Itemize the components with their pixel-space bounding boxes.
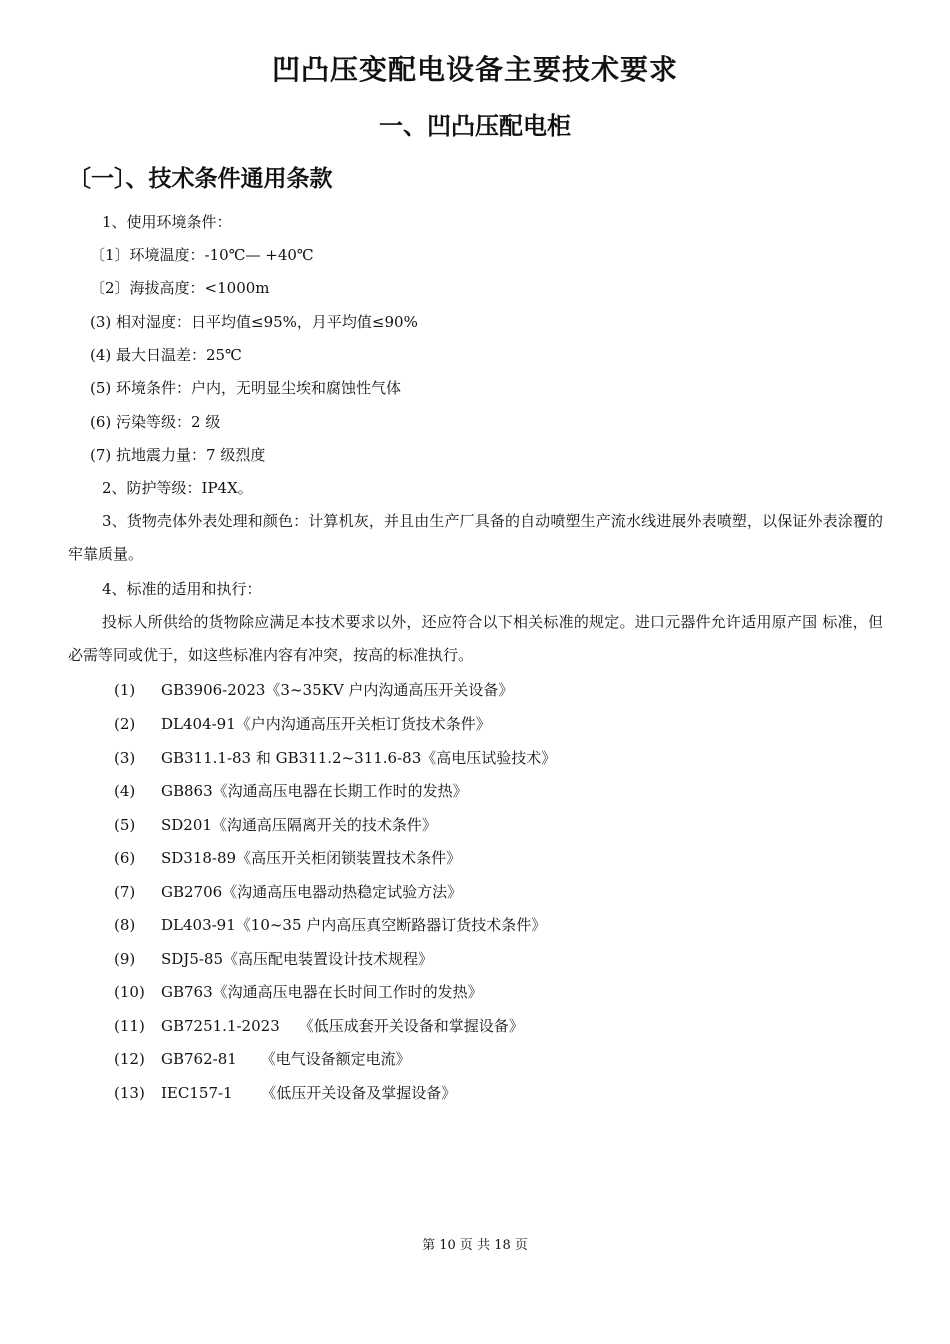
standard-text: GB763《沟通高压电器在长时间工作时的发热》	[161, 983, 483, 1001]
standard-item	[114, 1016, 524, 1036]
standard-number: (6)	[114, 849, 136, 867]
standard-number: (1)	[114, 681, 136, 699]
standard-item	[114, 680, 513, 700]
standard-number: (3)	[114, 749, 136, 767]
standard-number: (10)	[114, 983, 145, 1001]
standard-text: GB2706《沟通高压电器动热稳定试验方法》	[161, 883, 463, 901]
document-title: 凹凸压变配电设备主要技术要求	[271, 53, 678, 86]
standard-item	[114, 1083, 456, 1103]
standard-number: (13)	[114, 1084, 145, 1102]
section-heading: 〔一〕、技术条件通用条款	[68, 166, 333, 192]
env-item: (3) 相对湿度：日平均值≤95%，月平均值≤90%	[90, 313, 418, 331]
standard-item	[114, 848, 461, 868]
standard-text: GB3906-2023《3~35KV 户内沟通高压开关设备》	[161, 681, 514, 699]
document-subtitle: 一、凹凸压配电柜	[379, 112, 571, 140]
standard-item	[114, 815, 437, 835]
standard-text: SD318-89《高压开关柜闭锁装置技术条件》	[161, 849, 462, 867]
standard-number: (9)	[114, 950, 136, 968]
env-item: (7) 抗地震力量：7 级烈度	[90, 446, 266, 464]
page-footer: 第 10 页 共 18 页	[422, 1238, 528, 1253]
standard-text: DL403-91《10~35 户内高压真空断路器订货技术条件》	[161, 916, 547, 934]
standard-number: (2)	[114, 715, 136, 733]
standard-text: SD201《沟通高压隔离开关的技术条件》	[161, 816, 437, 834]
standard-number: (4)	[114, 782, 136, 800]
standard-text: GB7251.1-2023 《低压成套开关设备和掌握设备》	[161, 1017, 524, 1035]
standard-text: IEC157-1 《低压开关设备及掌握设备》	[161, 1084, 457, 1102]
standards-paragraph: 投标人所供给的货物除应满足本技术要求以外，还应符合以下相关标准的规定。进口元器件允许适用原产国 标准，但必需等同或优于，如这些标准内容有冲突，按高的标准执行。	[68, 613, 883, 664]
standard-text: SDJ5-85《高压配电装置设计技术规程》	[161, 950, 434, 968]
env-item: (4) 最大日温差：25℃	[90, 346, 242, 364]
env-item: (6) 污染等级：2 级	[90, 413, 221, 431]
standard-number: (8)	[114, 916, 136, 934]
standards-heading: 4、标准的适用和执行：	[102, 580, 262, 598]
standard-text: GB311.1-83 和 GB311.2~311.6-83《高电压试验技术》	[161, 749, 557, 767]
standard-number: (7)	[114, 883, 136, 901]
env-item: (5) 环境条件：户内，无明显尘埃和腐蚀性气体	[90, 379, 402, 397]
standard-item	[114, 882, 462, 902]
standard-item	[114, 915, 546, 935]
standard-item	[114, 982, 483, 1002]
standard-text: GB762-81 《电气设备额定电流》	[161, 1050, 411, 1068]
standard-item	[114, 714, 491, 734]
standard-number: (11)	[114, 1017, 145, 1035]
standard-text: GB863《沟通高压电器在长期工作时的发热》	[161, 782, 468, 800]
standard-number: (5)	[114, 816, 136, 834]
env-heading: 1、使用环境条件：	[102, 213, 232, 231]
finish-paragraph: 3、货物壳体外表处理和颜色：计算机灰，并且由生产厂具备的自动喷塑生产流水线进展外表喷塑，以保证外表涂覆的牢靠质量。	[68, 512, 883, 563]
standard-text: DL404-91《户内沟通高压开关柜订货技术条件》	[161, 715, 491, 733]
standard-number: (12)	[114, 1050, 145, 1068]
standard-item	[114, 748, 556, 768]
standard-item	[114, 949, 433, 969]
standard-item	[114, 781, 468, 801]
env-item: 〔2〕海拔高度：<1000m	[90, 279, 270, 297]
protection-level: 2、防护等级：IP4X。	[102, 479, 253, 497]
standard-item	[114, 1049, 411, 1069]
env-item: 〔1〕环境温度：-10℃— +40℃	[90, 246, 314, 264]
